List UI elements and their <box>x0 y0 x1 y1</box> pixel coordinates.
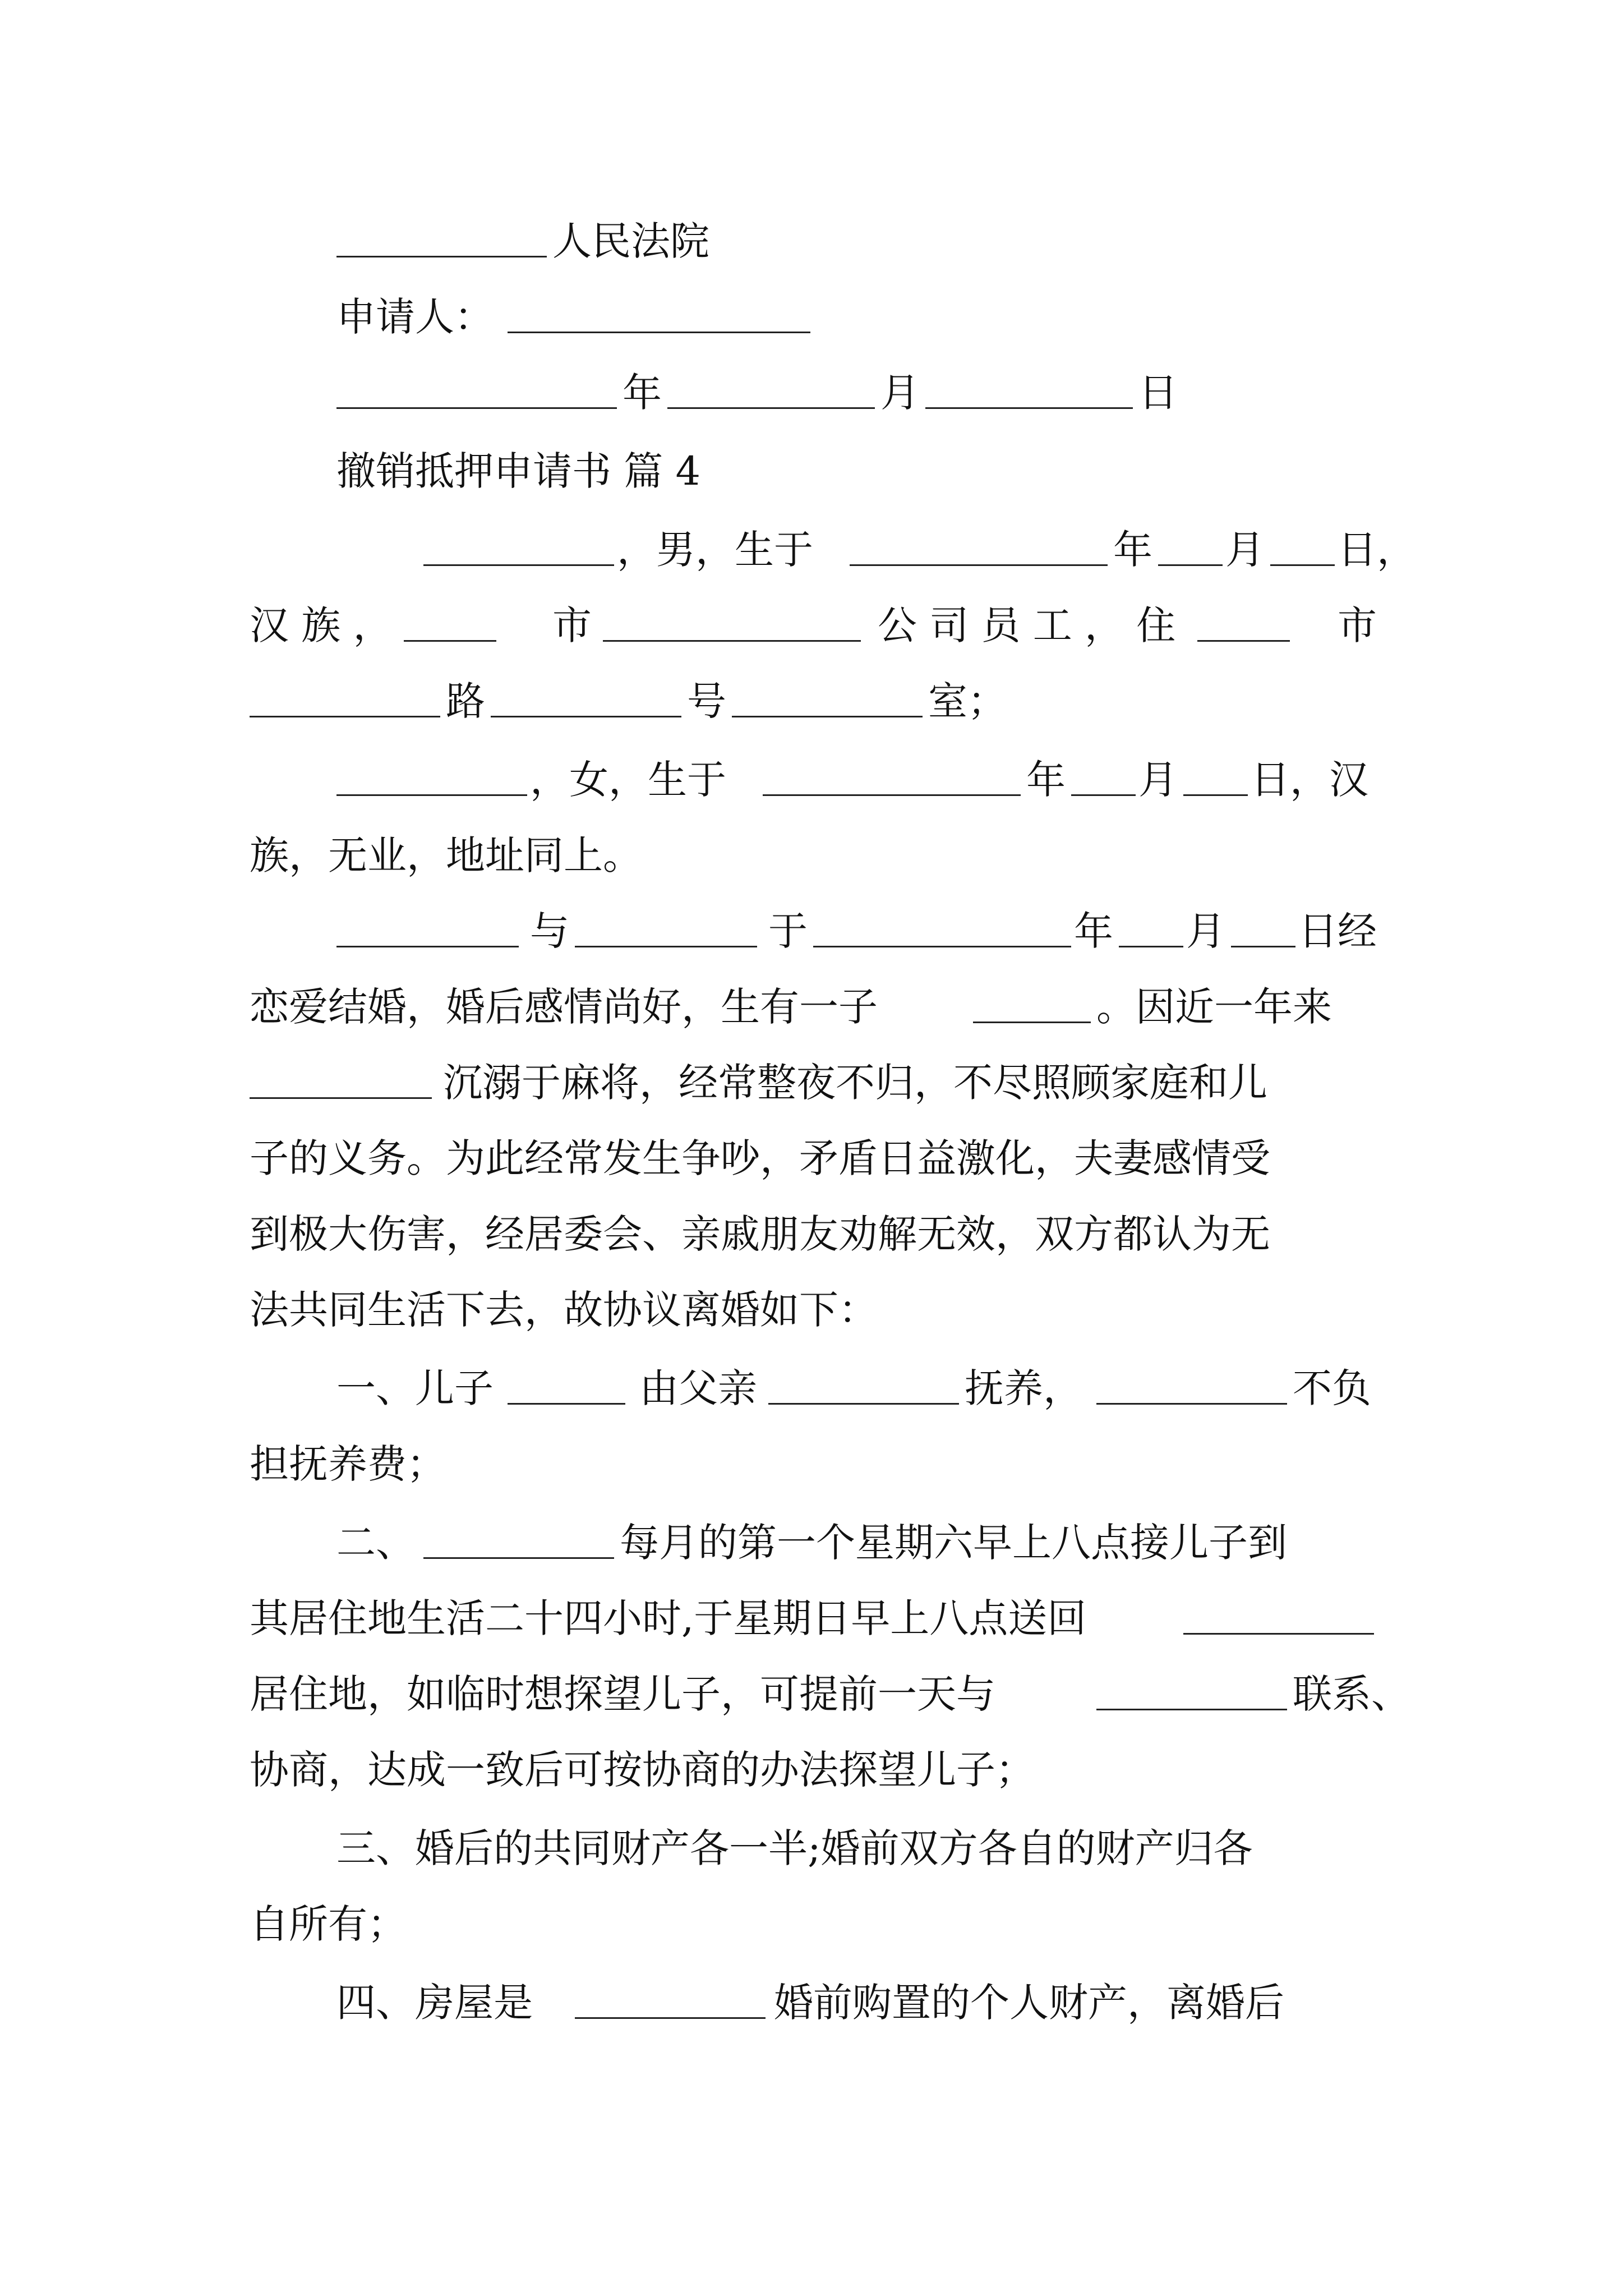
date-line <box>0 359 1623 426</box>
p3-line2 <box>0 973 1623 1041</box>
p3-son-blank <box>973 1022 1091 1023</box>
item4-line1 <box>0 1969 1623 2036</box>
item2-line4-text: 协商，达成一致后可按协商的办法探望儿子； <box>250 1747 1035 1793</box>
item4-person-blank <box>575 2017 766 2019</box>
p3-line6-text: 法共同生活下去，故协议离婚如下： <box>250 1287 878 1333</box>
item2-b: 每月的第一个星期六早上八点接儿子到 <box>620 1520 1287 1566</box>
p1-city2-label: 市 <box>1338 602 1377 648</box>
item2-line3a: 居住地，如临时想探望儿子，可提前一天与 <box>250 1671 995 1717</box>
p3-line3 <box>0 1049 1623 1116</box>
item3-line2 <box>0 1890 1623 1958</box>
item4-b: 婚前购置的个人财产，离婚后 <box>774 1980 1284 2026</box>
p1-month-blank <box>1158 564 1223 566</box>
item2-line3 <box>0 1660 1623 1728</box>
p1-road-blank <box>250 716 440 717</box>
p1-year-blank <box>850 564 1108 566</box>
p2-line1 <box>0 746 1623 813</box>
p1-line3 <box>0 668 1623 735</box>
item1-line2-text: 担抚养费； <box>250 1441 446 1487</box>
item1-line1 <box>0 1355 1623 1422</box>
p3-line5-text: 到极大伤害，经居委会、亲戚朋友劝解无效，双方都认为无 <box>250 1211 1270 1257</box>
p1-line2 <box>0 592 1623 659</box>
p1-male-text: ，男，生于 <box>617 527 813 573</box>
p1-room-label: 室； <box>928 678 1007 724</box>
section-title: 撤销抵押申请书 篇 4 <box>336 448 701 494</box>
court-line <box>0 208 1623 275</box>
p2-month-label: 月 <box>1138 757 1178 803</box>
p2-month-blank <box>1071 794 1136 796</box>
p3-line2a: 恋爱结婚，婚后感情尚好，生有一子 <box>250 984 878 1030</box>
item1-father-blank <box>768 1403 959 1405</box>
item2-person-blank <box>423 1557 614 1559</box>
p3-name1-blank <box>336 946 519 947</box>
item3-line1-text: 三、婚后的共同财产各一半;婚前双方各自的财产归各 <box>336 1825 1253 1871</box>
year-blank <box>336 407 617 409</box>
p3-name2-blank <box>575 946 757 947</box>
item2-contact-blank <box>1096 1709 1287 1710</box>
p3-line6 <box>0 1276 1623 1343</box>
item2-line2-text: 其居住地生活二十四小时,于星期日早上八点送回 <box>250 1595 1087 1641</box>
p1-road-label: 路 <box>446 678 485 724</box>
p3-year-blank <box>813 946 1071 947</box>
item2-line2 <box>0 1585 1623 1652</box>
day-blank <box>925 407 1133 409</box>
item4-a: 四、房屋是 <box>336 1980 533 2026</box>
p2-line2 <box>0 822 1623 889</box>
p1-day-label: 日， <box>1338 527 1416 573</box>
male-name-blank <box>423 564 614 566</box>
item1-d: 不负 <box>1293 1365 1371 1411</box>
day-label: 日 <box>1138 370 1178 416</box>
p1-company-blank <box>603 640 861 642</box>
p3-line3-text: 沉溺于麻将，经常整夜不归，不尽照顾家庭和儿 <box>443 1060 1267 1106</box>
p3-day-blank <box>1231 946 1295 947</box>
p1-number-label: 号 <box>687 678 726 724</box>
p1-day-blank <box>1270 564 1335 566</box>
p1-city2-blank <box>1197 640 1290 642</box>
p3-line4 <box>0 1125 1623 1192</box>
applicant-label: 申请人： <box>336 294 494 340</box>
p3-line2b: 。因近一年来 <box>1096 984 1332 1030</box>
p3-at: 于 <box>768 908 808 954</box>
item3-line1 <box>0 1815 1623 1882</box>
month-blank <box>667 407 875 409</box>
applicant-blank <box>508 332 810 333</box>
year-label: 年 <box>623 370 662 416</box>
item1-c: 抚养， <box>965 1365 1082 1411</box>
p3-person-blank <box>250 1097 432 1099</box>
p1-city-blank <box>404 640 496 642</box>
p1-year-label: 年 <box>1113 527 1152 573</box>
p1-number-blank <box>491 716 681 717</box>
item1-a: 一、儿子 <box>336 1365 494 1411</box>
p3-line1 <box>0 898 1623 965</box>
p3-year-label: 年 <box>1074 908 1113 954</box>
item1-line2 <box>0 1430 1623 1498</box>
p3-with: 与 <box>530 908 569 954</box>
p3-month-label: 月 <box>1186 908 1225 954</box>
p3-day-label: 日经 <box>1298 908 1377 954</box>
p1-month-label: 月 <box>1225 527 1265 573</box>
item2-line4 <box>0 1736 1623 1803</box>
item1-b: 由父亲 <box>639 1365 757 1411</box>
p3-month-blank <box>1119 946 1183 947</box>
p2-year-label: 年 <box>1026 757 1066 803</box>
section-title-line <box>0 438 1623 505</box>
p3-line5 <box>0 1200 1623 1268</box>
month-label: 月 <box>880 370 920 416</box>
p2-female-text: ，女，生于 <box>530 757 726 803</box>
p3-line4-text: 子的义务。为此经常发生争吵，矛盾日益激化，夫妻感情受 <box>250 1135 1270 1181</box>
item2-a: 二、 <box>336 1520 415 1566</box>
court-name-blank <box>336 256 547 257</box>
p2-day-label: 日，汉 <box>1251 757 1368 803</box>
p1-ethnicity: 汉 族 ， <box>250 602 393 648</box>
item2-line3b: 联系、 <box>1293 1671 1410 1717</box>
applicant-line <box>0 283 1623 351</box>
p1-city-label: 市 <box>552 602 592 648</box>
item1-son-blank <box>508 1403 625 1405</box>
item2-line1 <box>0 1509 1623 1576</box>
p1-line1 <box>0 516 1623 583</box>
court-suffix: 人民法院 <box>552 218 709 264</box>
p2-day-blank <box>1183 794 1248 796</box>
female-name-blank <box>336 794 527 796</box>
item3-line2-text: 自所有； <box>250 1901 407 1947</box>
p2-line2-text: 族，无业，地址同上。 <box>250 832 642 878</box>
p2-year-blank <box>763 794 1021 796</box>
item1-other-blank <box>1096 1403 1287 1405</box>
p1-employee: 公 司 员 工 ， 住 <box>878 602 1176 648</box>
item2-return-blank <box>1183 1633 1374 1635</box>
p1-room-blank <box>732 716 923 717</box>
